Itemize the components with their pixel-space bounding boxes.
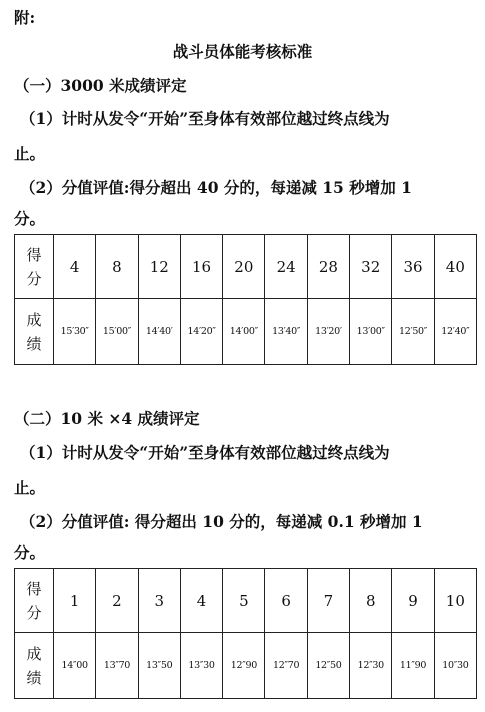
time-cell: 13′20′ <box>307 299 349 365</box>
result-row <box>15 633 477 699</box>
section1-heading: （一）3000 米成绩评定 <box>14 76 187 95</box>
time-cell: 13″30 <box>180 633 222 699</box>
score-cell: 7 <box>307 569 349 633</box>
time-cell: 12′50″ <box>392 299 434 365</box>
result-label-char: 成 <box>26 644 42 663</box>
score-cell: 9 <box>392 569 434 633</box>
time-cell: 13′00″ <box>350 299 392 365</box>
time-cell: 15′00″ <box>96 299 138 365</box>
score-row <box>15 569 477 633</box>
section1-score-table <box>14 234 477 365</box>
time-cell: 12″30 <box>350 633 392 699</box>
time-cell: 12″90 <box>223 633 265 699</box>
score-cell: 6 <box>265 569 307 633</box>
score-cell: 8 <box>96 235 138 299</box>
score-cell: 20 <box>223 235 265 299</box>
time-cell: 14′00″ <box>223 299 265 365</box>
score-row <box>15 235 477 299</box>
score-cell: 36 <box>392 235 434 299</box>
score-cell: 12 <box>138 235 180 299</box>
time-cell: 13′40″ <box>265 299 307 365</box>
score-cell: 4 <box>54 235 96 299</box>
score-cell: 8 <box>350 569 392 633</box>
score-cell: 32 <box>350 235 392 299</box>
section2-rule2-line2: 分。 <box>14 543 46 562</box>
result-header-cell <box>15 299 54 365</box>
score-label-char: 得 <box>26 579 42 598</box>
time-cell: 12′40″ <box>434 299 476 365</box>
document-title: 战斗员体能考核标准 <box>172 42 313 61</box>
result-header-cell <box>15 633 54 699</box>
time-cell: 10″30 <box>434 633 476 699</box>
time-cell: 14″00 <box>54 633 96 699</box>
time-cell: 11″90 <box>392 633 434 699</box>
section1-rule2-line2: 分。 <box>14 209 46 228</box>
time-cell: 13″50 <box>138 633 180 699</box>
score-cell: 28 <box>307 235 349 299</box>
score-label-char: 分 <box>26 269 42 288</box>
score-cell: 40 <box>434 235 476 299</box>
score-cell: 5 <box>223 569 265 633</box>
score-cell: 2 <box>96 569 138 633</box>
score-cell: 24 <box>265 235 307 299</box>
section2-heading: （二）10 米 ×4 成绩评定 <box>14 409 200 428</box>
section2-rule2-line1: （2）分值评值: 得分超出 10 分的，每递减 0.1 秒增加 1 <box>20 512 423 531</box>
result-row <box>15 299 477 365</box>
section2-rule1-line2: 止。 <box>14 478 46 497</box>
time-cell: 14′40′ <box>138 299 180 365</box>
time-cell: 12″50 <box>307 633 349 699</box>
section2-score-table <box>14 568 477 699</box>
score-cell: 10 <box>434 569 476 633</box>
attachment-label: 附: <box>14 8 36 27</box>
result-label-char: 成 <box>26 310 42 329</box>
time-cell: 15′30″ <box>54 299 96 365</box>
result-label-char: 绩 <box>26 334 42 353</box>
section2-rule1-line1: （1）计时从发令“开始”至身体有效部位越过终点线为 <box>20 443 390 462</box>
score-cell: 4 <box>180 569 222 633</box>
score-cell: 1 <box>54 569 96 633</box>
score-label-char: 得 <box>26 245 42 264</box>
score-cell: 16 <box>180 235 222 299</box>
score-header-cell <box>15 569 54 633</box>
section1-rule2-line1: （2）分值评值:得分超出 40 分的，每递减 15 秒增加 1 <box>20 178 412 197</box>
score-label-char: 分 <box>26 603 42 622</box>
score-cell: 3 <box>138 569 180 633</box>
section1-rule1-line1: （1）计时从发令“开始”至身体有效部位越过终点线为 <box>20 109 390 128</box>
result-label-char: 绩 <box>26 668 42 687</box>
time-cell: 12″70 <box>265 633 307 699</box>
time-cell: 14′20″ <box>180 299 222 365</box>
section1-rule1-line2: 止。 <box>14 144 46 163</box>
score-header-cell <box>15 235 54 299</box>
time-cell: 13″70 <box>96 633 138 699</box>
